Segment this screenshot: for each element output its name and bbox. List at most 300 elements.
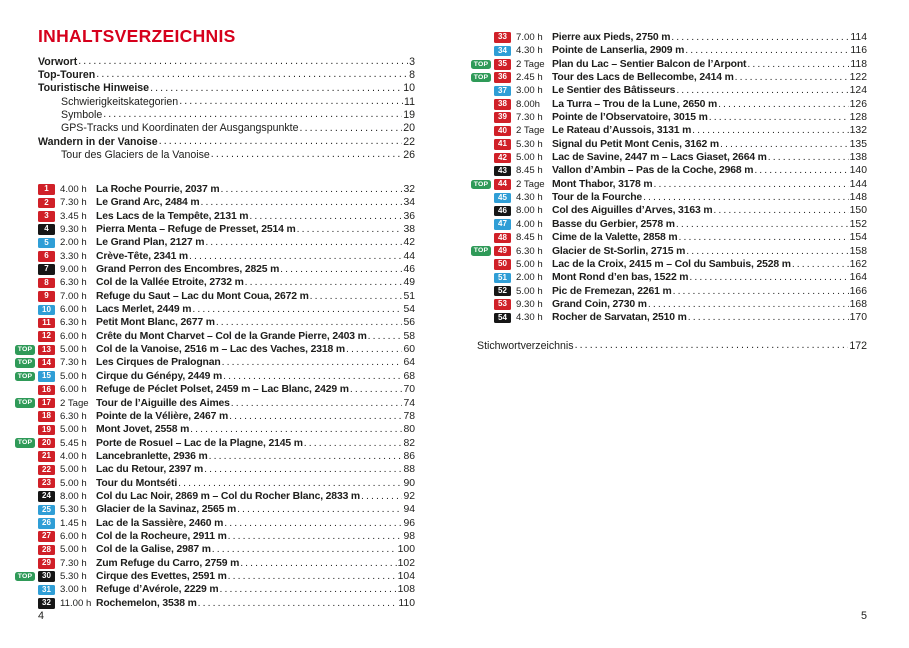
tour-page-ref: 110	[398, 597, 415, 609]
tour-duration: 8.00h	[516, 98, 541, 110]
toc-tour-row	[471, 71, 867, 84]
tour-title: Refuge de Péclet Polset, 2459 m – Lac Blanc, 2429 m	[96, 384, 349, 396]
tour-title: Refuge du Saut – Lac du Mont Coua, 2672 m	[96, 290, 309, 302]
page-title: INHALTSVERZEICHNIS	[38, 26, 236, 46]
dot-leader	[178, 477, 402, 490]
tour-title: Pointe de l’Observatoire, 3015 m	[552, 112, 708, 124]
tour-number-badge: 39	[494, 112, 511, 123]
tour-duration: 4.00 h	[516, 218, 543, 230]
front-matter-label: Schwierigkeitskategorien	[61, 95, 179, 108]
tour-page-ref: 104	[397, 570, 415, 582]
tour-duration: 5.00 h	[60, 477, 87, 489]
tour-duration: 5.00 h	[60, 370, 87, 382]
tour-title: Cime de la Valette, 2858 m	[552, 232, 678, 244]
tour-page-ref: 138	[849, 152, 867, 164]
toc-tour-row	[15, 437, 415, 450]
front-matter-row	[15, 82, 415, 95]
tour-duration: 2 Tage	[516, 125, 545, 137]
tour-duration: 8.45 h	[516, 165, 543, 177]
tour-title: Col de la Vallée Etroite, 2732 m	[96, 277, 244, 289]
tour-number-badge: 37	[494, 86, 511, 97]
dot-leader	[96, 68, 408, 81]
top-tour-badge: TOP	[471, 246, 491, 256]
tour-page-ref: 154	[849, 232, 867, 244]
dot-leader	[692, 124, 848, 137]
dot-leader	[648, 298, 849, 311]
tour-duration: 7.30 h	[516, 112, 543, 124]
front-matter-label: GPS-Tracks und Koordinaten der Ausgangspunkte	[61, 122, 299, 135]
tour-duration: 8.00 h	[516, 205, 543, 217]
tour-title: La Turra – Trou de la Lune, 2650 m	[552, 98, 718, 110]
tour-duration: 8.45 h	[516, 232, 543, 244]
tour-title: Pointe de Lanserlia, 2909 m	[552, 45, 685, 57]
tour-title: Glacier de St-Sorlin, 2715 m	[552, 245, 686, 257]
toc-tour-row	[15, 557, 415, 570]
tour-duration: 4.30 h	[516, 45, 543, 57]
tour-duration: 2.00 h	[60, 237, 87, 249]
tour-title: Cirque des Evettes, 2591 m	[96, 570, 227, 582]
tour-title: Pierra Menta – Refuge de Presset, 2514 m	[96, 224, 296, 236]
toc-tour-row	[471, 218, 867, 231]
toc-tour-row	[15, 196, 415, 209]
tour-page-ref: 86	[403, 450, 415, 462]
tour-number-badge: 54	[494, 313, 511, 324]
tour-duration: 9.30 h	[60, 224, 87, 236]
front-matter-page-ref: 8	[409, 69, 415, 82]
top-badge-slot	[15, 345, 38, 355]
tour-title: Basse du Gerbier, 2578 m	[552, 218, 675, 230]
dot-leader	[575, 339, 849, 352]
tour-number-badge: 14	[38, 358, 55, 369]
tour-duration: 9.00 h	[60, 264, 87, 276]
tour-title: Pointe de la Vélière, 2467 m	[96, 410, 229, 422]
dot-leader	[190, 423, 402, 436]
dot-leader	[231, 397, 403, 410]
tour-page-ref: 100	[397, 544, 415, 556]
tour-title: Petit Mont Blanc, 2677 m	[96, 317, 215, 329]
top-tour-badge: TOP	[15, 345, 35, 355]
tour-duration: 2 Tage	[516, 178, 545, 190]
dot-leader	[346, 343, 402, 356]
tour-number-badge: 45	[494, 193, 511, 204]
tour-number-badge: 21	[38, 451, 55, 462]
tour-page-ref: 108	[397, 584, 415, 596]
tour-page-ref: 150	[849, 205, 867, 217]
front-matter-label: Wandern in der Vanoise	[38, 135, 158, 148]
tour-number-badge: 49	[494, 246, 511, 257]
tour-title: Mont Jovet, 2558 m	[96, 424, 190, 436]
dot-leader	[676, 84, 848, 97]
tour-number-badge: 25	[38, 505, 55, 516]
tour-title: Lancebranlette, 2936 m	[96, 450, 208, 462]
tour-page-ref: 88	[403, 464, 415, 476]
dot-leader	[747, 58, 849, 71]
tour-title: Mont Rond d’en bas, 1522 m	[552, 272, 689, 284]
dot-leader	[720, 138, 849, 151]
dot-leader	[310, 290, 403, 303]
tour-page-ref: 38	[403, 224, 415, 236]
tour-number-badge: 30	[38, 571, 55, 582]
tour-duration: 5.00 h	[516, 285, 543, 297]
tour-page-ref: 152	[849, 218, 867, 230]
dot-leader	[240, 557, 396, 570]
dot-leader	[368, 330, 403, 343]
toc-tour-row	[471, 231, 867, 244]
tour-number-badge: 53	[494, 299, 511, 310]
tour-page-ref: 114	[850, 32, 867, 43]
top-badge-slot	[471, 246, 494, 256]
tour-title: Tour de l’Aiguille des Aimes	[96, 397, 230, 409]
tour-number-badge: 20	[38, 438, 55, 449]
dot-leader	[159, 135, 403, 148]
tour-number-badge: 7	[38, 264, 55, 275]
dot-leader	[361, 490, 402, 503]
tour-number-badge: 22	[38, 465, 55, 476]
toc-tour-row	[471, 111, 867, 124]
tour-title: Signal du Petit Mont Cenis, 3162 m	[552, 138, 719, 150]
dot-leader	[204, 463, 402, 476]
tour-number-badge: 38	[494, 99, 511, 110]
toc-tour-row	[15, 276, 415, 289]
tour-number-badge: 13	[38, 345, 55, 356]
tour-duration: 7.00 h	[516, 32, 543, 43]
tour-title: Lac de la Sassière, 2460 m	[96, 517, 224, 529]
toc-tour-row	[471, 311, 867, 324]
tour-number-badge: 24	[38, 491, 55, 502]
tour-page-ref: 168	[849, 298, 867, 310]
dot-leader	[237, 503, 402, 516]
toc-tour-row	[15, 490, 415, 503]
top-tour-badge: TOP	[15, 372, 35, 382]
toc-tour-row	[471, 164, 867, 177]
dot-leader	[768, 151, 849, 164]
tour-number-badge: 35	[494, 59, 511, 70]
toc-tour-row	[471, 31, 867, 44]
tour-page-ref: 140	[849, 165, 867, 177]
tour-title: Glacier de la Savinaz, 2565 m	[96, 504, 237, 516]
tour-number-badge: 11	[38, 318, 55, 329]
dot-leader	[297, 223, 403, 236]
tour-title: Les Cirques de Pralognan	[96, 357, 221, 369]
toc-tour-row	[471, 58, 867, 71]
tour-number-badge: 48	[494, 233, 511, 244]
tour-page-ref: 64	[403, 357, 415, 369]
index-entry-page-ref: 172	[849, 339, 867, 352]
tour-number-badge: 12	[38, 331, 55, 342]
dot-leader	[192, 303, 402, 316]
toc-tour-row	[471, 178, 867, 191]
dot-leader	[224, 517, 402, 530]
tour-title: Plan du Lac – Sentier Balcon de l’Arpont	[552, 58, 747, 70]
tour-page-ref: 51	[403, 290, 415, 302]
dot-leader	[643, 191, 849, 204]
tour-duration: 2.00 h	[516, 272, 543, 284]
tour-title: Lac de la Croix, 2415 m – Col du Sambuis, 2528 m	[552, 258, 791, 270]
toc-tour-row	[15, 343, 415, 356]
tour-duration: 2.45 h	[516, 72, 543, 84]
tour-page-ref: 128	[849, 112, 867, 124]
tour-title: Col du Lac Noir, 2869 m – Col du Rocher Blanc, 2833 m	[96, 490, 361, 502]
tour-duration: 6.00 h	[60, 384, 87, 396]
toc-tour-row	[471, 204, 867, 217]
tour-number-badge: 43	[494, 166, 511, 177]
tour-duration: 6.30 h	[516, 245, 543, 257]
dot-leader	[209, 450, 403, 463]
tour-title: Col de la Galise, 2987 m	[96, 544, 211, 556]
tour-title: Le Rateau d’Aussois, 3131 m	[552, 125, 692, 137]
tour-number-badge: 26	[38, 518, 55, 529]
tour-number-badge: 44	[494, 179, 511, 190]
top-tour-badge: TOP	[15, 438, 35, 448]
index-entry-row	[471, 339, 867, 352]
dot-leader	[678, 231, 848, 244]
left-page-number: 4	[38, 610, 45, 622]
toc-tour-row	[15, 330, 415, 343]
tour-title: Col de la Rocheure, 2911 m	[96, 530, 227, 542]
tour-page-ref: 36	[403, 210, 415, 222]
toc-tour-row	[471, 285, 867, 298]
tour-page-ref: 68	[403, 370, 415, 382]
tour-number-badge: 17	[38, 398, 55, 409]
tour-title: Lacs Merlet, 2449 m	[96, 304, 192, 316]
tour-number-badge: 31	[38, 585, 55, 596]
tour-title: Le Sentier des Bâtisseurs	[552, 85, 676, 97]
dot-leader	[754, 164, 848, 177]
tour-page-ref: 158	[849, 245, 867, 257]
toc-tour-row	[471, 44, 867, 57]
dot-leader	[304, 437, 403, 450]
tour-duration: 11.00 h	[60, 597, 92, 609]
toc-tour-row	[15, 356, 415, 369]
tour-title: Le Grand Arc, 2484 m	[96, 197, 200, 209]
tour-duration: 6.30 h	[60, 410, 87, 422]
tour-title: Rocher de Sarvatan, 2510 m	[552, 312, 687, 324]
tour-duration: 2 Tage	[516, 58, 545, 70]
tour-number-badge: 52	[494, 286, 511, 297]
tour-number-badge: 40	[494, 126, 511, 137]
tour-page-ref: 118	[850, 58, 867, 70]
tour-page-ref: 135	[849, 138, 867, 150]
tour-duration: 5.45 h	[60, 437, 87, 449]
tour-duration: 3.30 h	[60, 250, 87, 262]
dot-leader	[685, 44, 849, 57]
tour-page-ref: 170	[849, 312, 867, 324]
tour-page-ref: 126	[849, 98, 867, 110]
tour-duration: 7.30 h	[60, 197, 87, 209]
tour-duration: 4.00 h	[60, 450, 87, 462]
tour-title: Grand Coin, 2730 m	[552, 298, 647, 310]
tour-duration: 5.00 h	[516, 152, 543, 164]
tour-page-ref: 34	[403, 197, 415, 209]
front-matter-row	[15, 135, 415, 148]
tour-page-ref: 166	[849, 285, 867, 297]
tour-duration: 7.30 h	[60, 557, 87, 569]
front-matter-page-ref: 26	[403, 149, 415, 162]
tour-title: Refuge d’Avérole, 2229 m	[96, 584, 219, 596]
toc-tour-row	[15, 383, 415, 396]
dot-leader	[212, 543, 397, 556]
front-matter-label: Touristische Hinweise	[38, 82, 150, 95]
top-tour-badge: TOP	[15, 398, 35, 408]
tour-number-badge: 36	[494, 72, 511, 83]
front-matter-page-ref: 10	[403, 82, 415, 95]
front-matter-list	[15, 55, 415, 162]
toc-tour-row	[471, 124, 867, 137]
dot-leader	[200, 196, 402, 209]
dot-leader	[671, 31, 849, 44]
tour-number-badge: 9	[38, 291, 55, 302]
toc-tour-row	[471, 245, 867, 258]
top-badge-slot	[15, 372, 38, 382]
front-matter-row	[15, 148, 415, 161]
tour-duration: 1.45 h	[60, 517, 87, 529]
front-matter-page-ref: 22	[403, 135, 415, 148]
tour-title: Lac du Retour, 2397 m	[96, 464, 204, 476]
top-badge-slot	[15, 572, 38, 582]
toc-tour-row	[15, 250, 415, 263]
toc-tour-row	[15, 543, 415, 556]
tour-duration: 3.45 h	[60, 210, 87, 222]
toc-tour-row	[15, 530, 415, 543]
toc-tour-row	[471, 84, 867, 97]
front-matter-label: Vorwort	[38, 55, 78, 68]
dot-leader	[198, 597, 398, 610]
dot-leader	[219, 583, 396, 596]
tour-title: Cirque du Génépy, 2449 m	[96, 370, 223, 382]
tour-duration: 2 Tage	[60, 397, 89, 409]
tour-page-ref: 148	[849, 192, 867, 204]
top-tour-badge: TOP	[471, 73, 491, 83]
tour-number-badge: 42	[494, 153, 511, 164]
tour-duration: 5.00 h	[60, 464, 87, 476]
front-matter-page-ref: 11	[404, 95, 415, 108]
tour-list-left-page	[15, 183, 415, 610]
tour-title: Le Grand Plan, 2127 m	[96, 237, 205, 249]
dot-leader	[228, 530, 403, 543]
front-matter-page-ref: 19	[403, 109, 415, 122]
tour-number-badge: 27	[38, 531, 55, 542]
top-tour-badge: TOP	[15, 358, 35, 368]
dot-leader	[735, 71, 849, 84]
toc-tour-row	[471, 138, 867, 151]
index-entry-label: Stichwortverzeichnis	[477, 339, 574, 352]
toc-tour-row	[15, 223, 415, 236]
tour-title: Pierre aux Pieds, 2750 m	[552, 32, 671, 43]
tour-number-badge: 33	[494, 32, 511, 43]
tour-duration: 5.30 h	[60, 570, 87, 582]
tour-page-ref: 122	[849, 72, 867, 84]
dot-leader	[245, 276, 403, 289]
tour-duration: 7.00 h	[60, 290, 87, 302]
tour-page-ref: 78	[403, 410, 415, 422]
toc-tour-row	[471, 98, 867, 111]
dot-leader	[718, 98, 849, 111]
dot-leader	[150, 82, 402, 95]
toc-tour-row	[15, 370, 415, 383]
toc-tour-row	[15, 597, 415, 610]
toc-tour-row	[471, 151, 867, 164]
tour-number-badge: 6	[38, 251, 55, 262]
tour-number-badge: 23	[38, 478, 55, 489]
dot-leader	[223, 370, 402, 383]
tour-title: Grand Perron des Encombres, 2825 m	[96, 264, 280, 276]
tour-title: Mont Thabor, 3178 m	[552, 178, 653, 190]
tour-duration: 3.00 h	[60, 584, 87, 596]
tour-page-ref: 94	[403, 504, 415, 516]
dot-leader	[228, 570, 397, 583]
tour-title: Crève-Tête, 2341 m	[96, 250, 189, 262]
tour-title: Vallon d’Ambin – Pas de la Coche, 2968 m	[552, 165, 754, 177]
tour-number-badge: 1	[38, 184, 55, 195]
toc-tour-row	[15, 450, 415, 463]
tour-number-badge: 5	[38, 238, 55, 249]
tour-duration: 4.00 h	[60, 184, 87, 195]
toc-tour-row	[15, 477, 415, 490]
top-tour-badge: TOP	[15, 572, 35, 582]
dot-leader	[713, 204, 848, 217]
dot-leader	[179, 95, 403, 108]
tour-title: Crête du Mont Charvet – Col de la Grande Pierre, 2403 m	[96, 330, 367, 342]
toc-tour-row	[15, 410, 415, 423]
tour-duration: 9.30 h	[516, 298, 543, 310]
front-matter-page-ref: 3	[409, 55, 415, 68]
tour-duration: 5.00 h	[60, 344, 87, 356]
tour-title: Les Lacs de la Tempête, 2131 m	[96, 210, 249, 222]
tour-number-badge: 34	[494, 46, 511, 57]
toc-tour-row	[15, 570, 415, 583]
tour-title: Tour des Lacs de Bellecombe, 2414 m	[552, 72, 734, 84]
tour-title: Tour de la Fourche	[552, 192, 643, 204]
tour-duration: 6.00 h	[60, 330, 87, 342]
tour-page-ref: 74	[403, 397, 415, 409]
toc-tour-row	[15, 263, 415, 276]
tour-number-badge: 47	[494, 219, 511, 230]
front-matter-page-ref: 20	[403, 122, 415, 135]
dot-leader	[103, 108, 402, 121]
tour-page-ref: 70	[403, 384, 415, 396]
tour-number-badge: 18	[38, 411, 55, 422]
top-tour-badge: TOP	[471, 180, 491, 190]
toc-tour-row	[15, 316, 415, 329]
toc-tour-row	[15, 183, 415, 196]
dot-leader	[686, 245, 848, 258]
tour-duration: 3.00 h	[516, 85, 543, 97]
tour-number-badge: 51	[494, 273, 511, 284]
tour-page-ref: 32	[403, 184, 415, 195]
toc-tour-row	[15, 463, 415, 476]
tour-page-ref: 98	[403, 530, 415, 542]
dot-leader	[216, 316, 403, 329]
tour-duration: 5.00 h	[60, 544, 87, 556]
dot-leader	[300, 122, 403, 135]
tour-title: Rochemelon, 3538 m	[96, 597, 197, 609]
tour-number-badge: 10	[38, 305, 55, 316]
toc-tour-row	[15, 290, 415, 303]
dot-leader	[78, 55, 408, 68]
tour-number-badge: 50	[494, 259, 511, 270]
dot-leader	[350, 383, 403, 396]
dot-leader	[792, 258, 849, 271]
tour-title: Lac de Savine, 2447 m – Lacs Giaset, 2664 m	[552, 152, 767, 164]
toc-tour-row	[15, 423, 415, 436]
top-badge-slot	[15, 438, 38, 448]
dot-leader	[222, 356, 403, 369]
tour-title: Col de la Vanoise, 2516 m – Lac des Vaches, 2318 m	[96, 344, 345, 356]
tour-page-ref: 92	[403, 490, 415, 502]
tour-title: Zum Refuge du Carro, 2759 m	[96, 557, 240, 569]
toc-tour-row	[471, 298, 867, 311]
right-page-number: 5	[860, 610, 867, 622]
